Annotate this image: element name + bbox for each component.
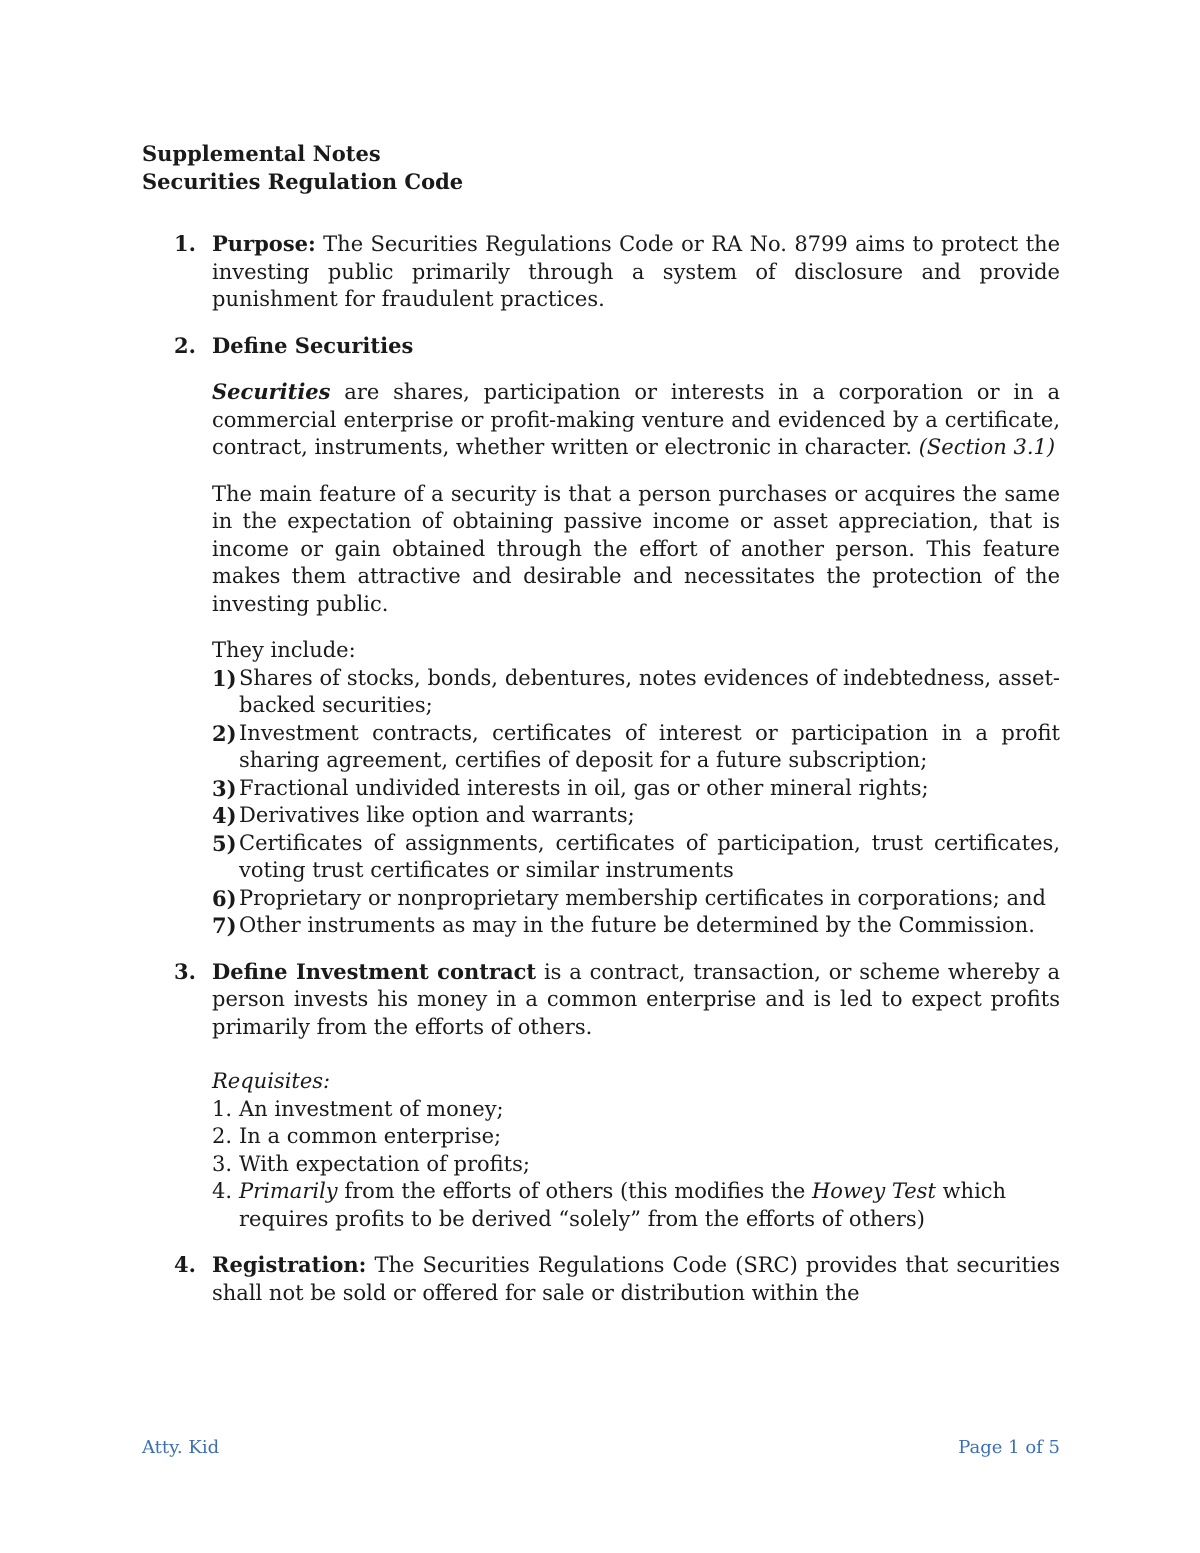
list-item — [212, 885, 1060, 913]
list-item-text: Other instruments as may in the future be determined by the Commission. — [239, 913, 1035, 937]
section-investment-contract — [142, 958, 1060, 1234]
list-item — [212, 1123, 1060, 1151]
list-item — [212, 802, 1060, 830]
section-registration — [142, 1251, 1060, 1307]
securities-definition-text: are shares, participation or interests in a corporation or in a commercial enterprise or profit-making venture and evidenced by a certificate, contract, instruments, whether written or electronic in character. — [212, 380, 1060, 459]
section-number: 1. — [174, 231, 196, 256]
list-item — [212, 912, 1060, 940]
list-item-text: Proprietary or nonproprietary membership certificates in corporations; and — [239, 885, 1046, 910]
sections-list — [142, 230, 1060, 1307]
purpose-label: Purpose: — [212, 231, 316, 256]
list-item-number: 1) — [212, 665, 237, 691]
securities-definition — [212, 378, 1060, 462]
list-item-text: Shares of stocks, bonds, debentures, notes evidences of indebtedness, asset-backed securities; — [239, 665, 1060, 717]
page-footer — [142, 1437, 1060, 1458]
list-item-number: 3. — [212, 1151, 233, 1176]
list-item-number: 7) — [212, 913, 237, 938]
list-item-number: 5) — [212, 830, 237, 856]
footer-author: Atty. Kid — [142, 1437, 220, 1458]
footer-page-number: Page 1 of 5 — [958, 1437, 1060, 1458]
title-line-1: Supplemental Notes — [142, 141, 381, 166]
list-item-text: Fractional undivided interests in oil, gas or other mineral rights; — [239, 775, 929, 800]
list-item-number: 1. — [212, 1096, 233, 1121]
list-item-text: With expectation of profits; — [239, 1151, 530, 1176]
purpose-text: The Securities Regulations Code or RA No. 8799 aims to protect the investing public primarily through a system of disclosure and provide punishment for fraudulent practices. — [212, 232, 1060, 311]
investment-contract-text: is a contract, transaction, or scheme whereby a person invests his money in a common enterprise and is led to expect profits primarily from the efforts of others. — [212, 959, 1060, 1039]
section-number: 4. — [174, 1252, 196, 1277]
list-item-text: An investment of money; — [239, 1096, 504, 1121]
investment-contract-label: Define Investment contract — [212, 958, 537, 984]
section-define-securities — [142, 332, 1060, 940]
document-content — [142, 140, 1060, 1325]
list-item-number: 3) — [212, 775, 237, 801]
securities-include-lead: They include: — [212, 638, 356, 662]
list-item — [212, 720, 1060, 775]
list-item — [212, 1096, 1060, 1124]
list-item-number: 2) — [212, 720, 237, 746]
requisites-list — [212, 1096, 1060, 1234]
investment-contract-paragraph — [212, 958, 1060, 1042]
list-item-number: 2. — [212, 1124, 233, 1148]
list-item — [212, 775, 1060, 803]
list-item-text: which requires profits to be derived “solely” from the efforts of others) — [239, 1179, 1007, 1231]
section-number: 3. — [174, 958, 196, 984]
list-item — [212, 1151, 1060, 1179]
registration-text: The Securities Regulations Code (SRC) provides that securities shall not be sold or offered for sale or distribution within the — [212, 1253, 1060, 1305]
section-citation: (Section 3.1) — [918, 435, 1056, 459]
registration-label: Registration: — [212, 1252, 367, 1277]
list-item-number: 6) — [212, 885, 237, 911]
list-item-text: Derivatives like option and warrants; — [239, 803, 635, 827]
list-item-text: In a common enterprise; — [239, 1124, 502, 1148]
list-item-number: 4. — [212, 1179, 233, 1203]
emphasis-primarily: Primarily — [239, 1179, 338, 1203]
securities-types-list — [212, 665, 1060, 940]
document-title — [142, 140, 1060, 196]
securities-feature: The main feature of a security is that a person purchases or acquires the same in the expectation of obtaining passive income or asset appreciation, that is income or gain obtained through the effort of another person. This feature makes them attractive and desirable and necessitates the protection of the investing public. — [212, 481, 1060, 616]
list-item-text: Certificates of assignments, certificates of participation, trust certificates, voting trust certificates or similar instruments — [239, 830, 1060, 882]
list-item — [212, 1178, 1060, 1233]
list-item-text: Investment contracts, certificates of interest or participation in a profit sharing agreement, certifies of deposit for a future subscription; — [239, 720, 1060, 772]
section-purpose — [142, 230, 1060, 314]
purpose-paragraph — [212, 230, 1060, 314]
list-item-text: from the efforts of others (this modifies the — [337, 1179, 812, 1203]
section-number: 2. — [174, 332, 196, 358]
title-line-2: Securities Regulation Code — [142, 169, 464, 194]
securities-term: Securities — [212, 379, 331, 404]
securities-heading: Define Securities — [212, 332, 414, 358]
list-item — [212, 830, 1060, 885]
list-item — [212, 665, 1060, 720]
requisites-title: Requisites: — [212, 1069, 331, 1093]
list-item-number: 4) — [212, 803, 237, 828]
emphasis-howey-test: Howey Test — [811, 1179, 936, 1203]
registration-paragraph — [212, 1251, 1060, 1307]
